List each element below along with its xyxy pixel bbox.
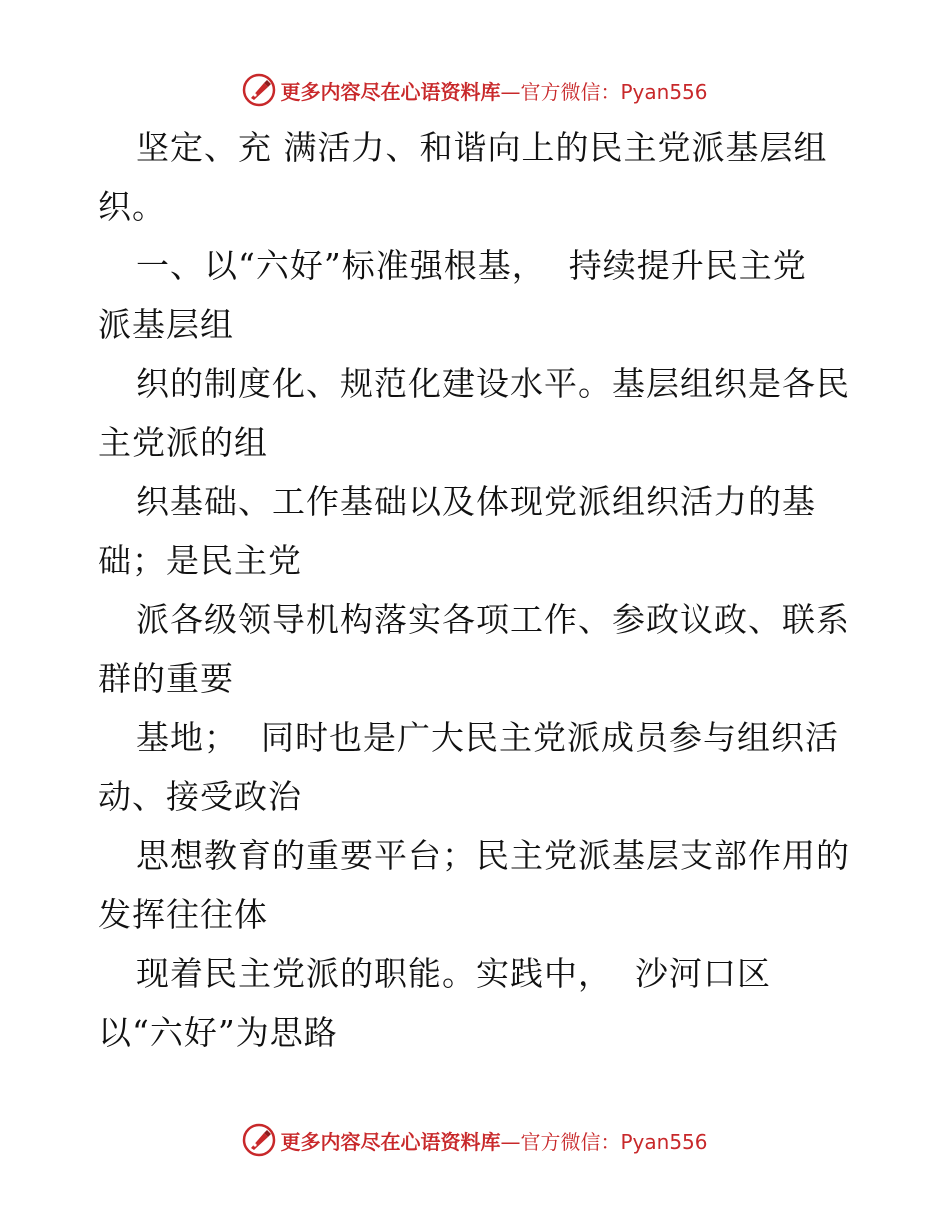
- body-text-line: 坚定、充 满活力、和谐向上的民主党派基层组: [136, 128, 828, 167]
- body-text-line: 思想教育的重要平台；民主党派基层支部作用的: [136, 836, 850, 875]
- footer-separator: —: [500, 1129, 521, 1154]
- pen-nib-logo-icon: [242, 1123, 276, 1157]
- body-text-line: 础；是民主党: [98, 541, 302, 580]
- body-text-line: 织基础、工作基础以及体现党派组织活力的基: [136, 482, 816, 521]
- body-text-line: 群的重要: [98, 659, 234, 698]
- footer-official-label: 官方微信：: [520, 1129, 621, 1154]
- footer-wechat-id: Pyan556: [620, 1129, 708, 1154]
- header-banner: [0, 70, 950, 110]
- document-body: [98, 118, 858, 1062]
- header-official-label: 官方微信：: [520, 79, 621, 104]
- body-text-line: 现着民主党派的职能。实践中， 沙河口区: [136, 954, 771, 993]
- header-wechat-id: Pyan556: [620, 79, 708, 104]
- body-text-line: 一、以“六好”标准强根基， 持续提升民主党: [136, 246, 807, 285]
- header-separator: —: [500, 79, 521, 104]
- body-text-line: 动、接受政治: [98, 777, 302, 816]
- footer-banner-text: [280, 1126, 707, 1155]
- body-text-line: 织的制度化、规范化建设水平。基层组织是各民: [136, 364, 850, 403]
- body-text-line: 派各级领导机构落实各项工作、参政议政、联系: [136, 600, 850, 639]
- pen-nib-logo-icon: [242, 73, 276, 107]
- body-text-line: 以“六好”为思路: [98, 1013, 338, 1052]
- body-text-line: 基地； 同时也是广大民主党派成员参与组织活: [136, 718, 839, 757]
- body-text-line: 主党派的组: [98, 423, 268, 462]
- header-brand-text: 更多内容尽在心语资料库: [280, 79, 501, 104]
- body-text-line: 织。: [98, 187, 166, 226]
- footer-brand-text: 更多内容尽在心语资料库: [280, 1129, 501, 1154]
- body-text-line: 发挥往往体: [98, 895, 268, 934]
- body-text-line: 派基层组: [98, 305, 234, 344]
- header-banner-text: [280, 76, 707, 105]
- footer-banner: [0, 1120, 950, 1160]
